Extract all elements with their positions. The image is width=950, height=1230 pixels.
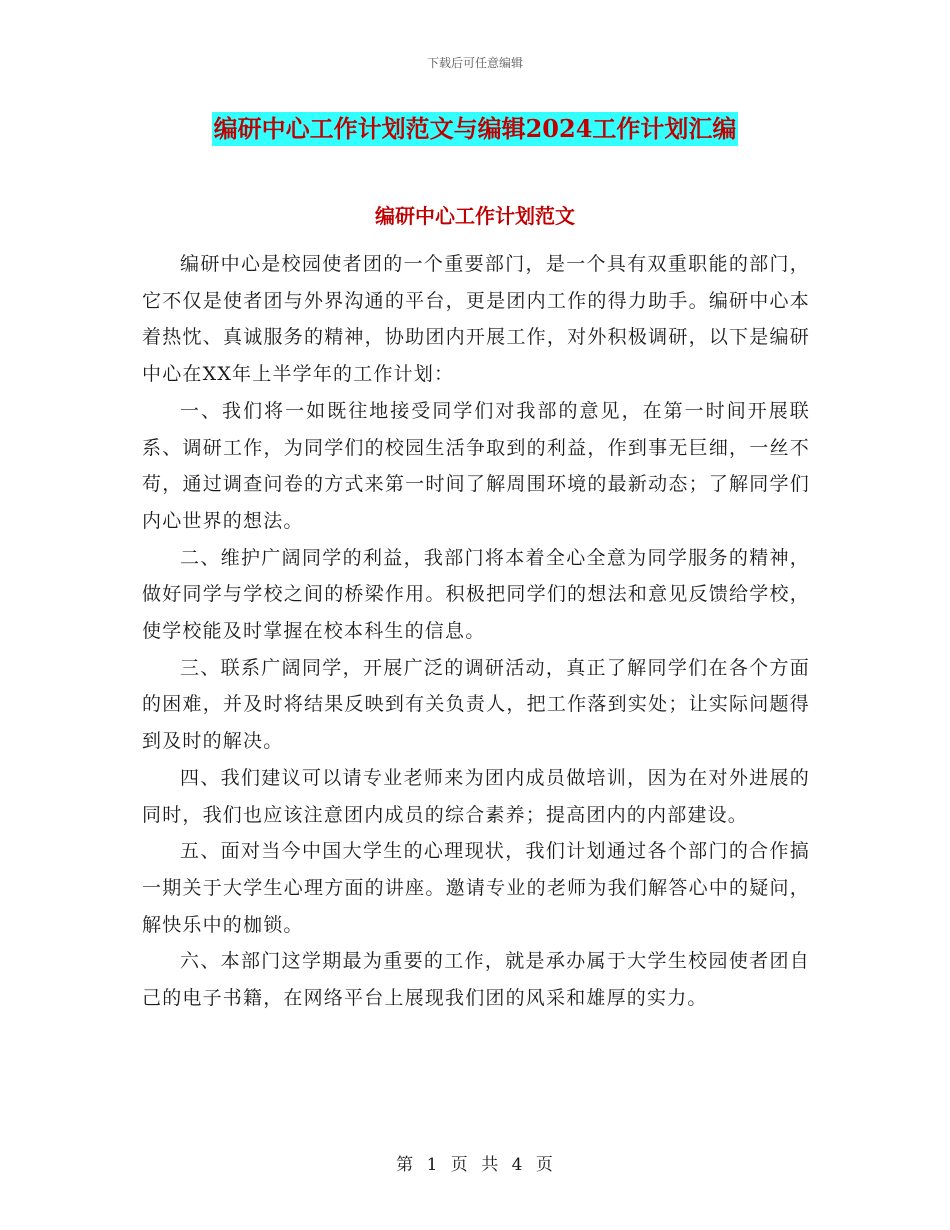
- paragraph-item-1: 一、我们将一如既往地接受同学们对我部的意见，在第一时间开展联系、调研工作，为同学们的校园生活争取到的利益，作到事无巨细，一丝不苟，通过调查问卷的方式来第一时间了解周围环境的最新动态；了解同学们内心世界的想法。: [142, 399, 810, 532]
- paragraph-item-4: 四、我们建议可以请专业老师来为团内成员做培训，因为在对外进展的同时，我们也应该注意团内成员的综合素养；提高团内的内部建设。: [142, 766, 810, 826]
- section-title: 编研中心工作计划范文: [375, 204, 575, 228]
- body-text: [142, 246, 810, 1017]
- paragraph-item-2: 二、维护广阔同学的利益，我部门将本着全心全意为同学服务的精神，做好同学与学校之间的桥梁作用。积极把同学们的想法和意见反馈给学校，使学校能及时掌握在校本科生的信息。: [142, 546, 810, 643]
- paragraph-item-5: 五、面对当今中国大学生的心理现状，我们计划通过各个部门的合作搞一期关于大学生心理方面的讲座。邀请专业的老师为我们解答心中的疑问，解快乐中的枷锁。: [142, 840, 810, 936]
- header-note: 下载后可任意编辑: [426, 56, 523, 70]
- main-title: 编研中心工作计划范文与编辑2024工作计划汇编: [212, 112, 739, 146]
- paragraph-intro: 编研中心是校园使者团的一个重要部门，是一个具有双重职能的部门，它不仅是使者团与外界沟通的平台，更是团内工作的得力助手。编研中心本着热忱、真诚服务的精神，协助团内开展工作，对外积极调研，以下是编研中心在XX年上半学年的工作计划：: [142, 253, 810, 386]
- paragraph-item-6: 六、本部门这学期最为重要的工作，就是承办属于大学生校园使者团自己的电子书籍，在网络平台上展现我们团的风采和雄厚的实力。: [142, 950, 810, 1010]
- paragraph-item-3: 三、联系广阔同学，开展广泛的调研活动，真正了解同学们在各个方面的困难，并及时将结果反映到有关负责人，把工作落到实处；让实际问题得到及时的解决。: [142, 656, 810, 753]
- main-title-container: [0, 112, 950, 146]
- page-number-footer: 第 1 页 共 4 页: [396, 1155, 554, 1175]
